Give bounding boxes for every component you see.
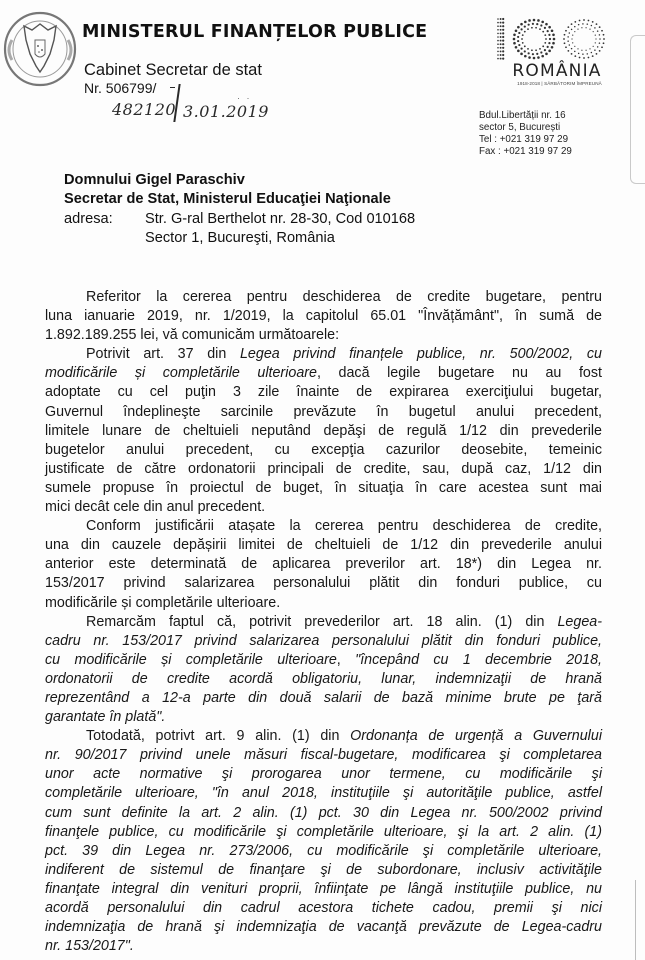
logo-dot: [500, 29, 502, 31]
logo-dot: [585, 50, 586, 51]
logo-dot: [517, 26, 520, 29]
logo-dot: [581, 50, 582, 51]
romania-centenary-logo-icon: [494, 15, 618, 65]
body-line: mici decât cele din anul precedent.: [45, 499, 266, 516]
body-line: cu modificările și completările ulterioare, "începând cu 1 decembrie 2018,: [45, 651, 602, 668]
logo-dot: [500, 22, 502, 24]
logo-dot: [563, 38, 565, 40]
logo-dot: [502, 40, 504, 42]
logo-dot: [588, 57, 590, 59]
body-line: finanţele publice, cu modificările şi completările ulterioare, şi la art. 2 alin. (1): [45, 823, 602, 840]
address-line-1: Str. G-ral Berthelot nr. 28-30, Cod 010168: [145, 211, 416, 227]
logo-dot: [513, 42, 516, 45]
logo-dot: [531, 27, 533, 29]
logo-dot: [528, 19, 531, 22]
logo-dot: [599, 38, 601, 40]
logo-dot: [520, 28, 522, 30]
logo-dot: [588, 20, 590, 22]
logo-dot: [539, 48, 541, 50]
logo-dot: [548, 34, 550, 36]
logo-dot: [572, 35, 573, 36]
logo-dot: [542, 31, 544, 33]
logo-dot: [520, 47, 522, 49]
body-line: indiferent de sistemul de finanţare şi de subordonare, inclusiv activităţile: [45, 861, 602, 878]
body-line: anterior este determinată de aplicarea preverilor art. 18*) din Legea nr.: [45, 556, 602, 573]
logo-dot: [513, 33, 516, 36]
body-paragraph: [45, 613, 602, 728]
body-line: limitele lunare de cheltuieli neputând depăşi de regulă 1/12 din prevederile: [45, 422, 602, 439]
logo-dot: [551, 46, 554, 49]
logo-dot: [569, 44, 571, 46]
logo-dot: [594, 49, 596, 51]
body-line: 153/2017 privind salarizarea personalului plătit din fonduri publice, cu: [45, 575, 602, 592]
logo-dot: [593, 46, 594, 47]
logo-dot: [574, 26, 576, 28]
logo-dot: [520, 53, 523, 56]
logo-dot: [500, 58, 502, 60]
logo-dot: [601, 46, 603, 48]
logo-dot: [497, 33, 499, 35]
body-line: garantate în plată".: [45, 709, 166, 726]
logo-dot: [579, 20, 581, 22]
logo-dot: [513, 38, 516, 41]
body-line: Guvernul îndeplineşte sarcinile prevăzute în bugetul anului precedent,: [45, 403, 602, 420]
centenary-logo-subtitle: 1918-2018 | SĂRBĂTORIM ÎMPREUNĂ: [517, 81, 602, 86]
logo-dot: [497, 18, 499, 20]
logo-dot: [500, 18, 502, 20]
logo-dot: [601, 30, 603, 32]
address-line: sector 5, București: [479, 122, 561, 133]
logo-dot: [599, 34, 601, 36]
logo-dot: [500, 50, 502, 52]
logo-dot: [574, 31, 575, 32]
logo-dot: [533, 57, 536, 60]
body-line: indemnizaţia de hrană şi indemnizaţia de vacanţă prevăzute de Legea-cadru: [45, 919, 602, 936]
logo-dot: [548, 42, 550, 44]
handwritten-date: 3.01.2019: [183, 102, 269, 121]
logo-dot: [540, 24, 542, 26]
logo-dot: [528, 24, 530, 26]
logo-dot: [571, 48, 573, 50]
ministry-address: [479, 110, 572, 158]
logo-dot: [587, 23, 589, 25]
logo-dot: [591, 52, 593, 54]
logo-dot: [500, 54, 502, 56]
logo-dot: [547, 46, 549, 48]
logo-dot: [502, 50, 504, 52]
logo-dot: [502, 36, 504, 38]
logo-dot: [541, 55, 544, 58]
logo-dot: [497, 54, 499, 56]
logo-dot: [537, 56, 540, 59]
logo-dot: [524, 31, 526, 33]
logo-dot: [577, 48, 578, 49]
logo-dot: [572, 42, 573, 43]
address-line-2: Sector 1, Bucureşti, România: [145, 230, 335, 246]
fax-line: Fax : +021 319 97 29: [479, 146, 572, 157]
logo-dot: [532, 23, 534, 25]
phone-line: Tel : +021 319 97 29: [479, 134, 569, 145]
logo-dot: [517, 40, 519, 42]
logo-dot: [542, 45, 544, 47]
logo-dot: [579, 57, 581, 59]
logo-dot: [527, 28, 529, 30]
address-line: Bdul.Libertății nr. 16: [479, 110, 566, 121]
logo-dot: [497, 22, 499, 24]
body-line: justificate de către ordonatorii principali de credite, sau, după caz, 1/12 din: [45, 460, 602, 477]
body-line: Potrivit art. 37 din Legea privind finanțele publice, nr. 500/2002, cu: [86, 346, 602, 363]
logo-dot: [544, 49, 546, 51]
recipient-title: Secretar de Stat, Ministerul Educaţiei Naţionale: [64, 191, 391, 207]
scan-specks: · ·: [237, 93, 252, 103]
logo-dot: [535, 27, 537, 29]
logo-dot: [527, 48, 529, 50]
logo-dot: [565, 30, 567, 32]
logo-dot: [571, 23, 573, 25]
logo-dot: [564, 34, 566, 36]
logo-dot: [536, 23, 538, 25]
body-line: luna ianuarie 2019, nr. 1/2019, la capitolul 65.01 "Învățământ", în sumă de: [45, 308, 602, 325]
body-paragraph: [45, 345, 602, 517]
logo-dot: [524, 55, 527, 58]
logo-dot: [502, 25, 504, 27]
logo-dot: [535, 49, 537, 51]
logo-dot: [545, 23, 548, 26]
body-line: Conform justificării atașate la cererea pentru deschiderea de credite,: [86, 518, 602, 535]
logo-dot: [497, 40, 499, 42]
logo-dot: [497, 47, 499, 49]
logo-dot: [524, 21, 527, 24]
body-line: 1.892.189.255 lei, vă comunicăm următoarele:: [45, 327, 340, 344]
centenary-logo-title: ROMÂNIA: [512, 61, 602, 81]
logo-dot: [528, 52, 530, 54]
logo-dot: [521, 38, 523, 40]
logo-dot: [594, 27, 596, 29]
body-line: unor acte normative şi prorogarea unor termene, cu modificările şi: [45, 766, 602, 783]
logo-dot: [548, 50, 551, 53]
logo-dot: [574, 21, 576, 23]
logo-dot: [548, 26, 551, 29]
body-line: ordonatorii de credite acordă obligatoriu, lunar, indemnizaţii de hrană: [45, 670, 602, 687]
body-paragraph: [45, 727, 602, 956]
letter-body: [45, 288, 602, 956]
logo-dot: [585, 27, 586, 28]
logo-dot: [497, 51, 499, 53]
logo-dot: [595, 35, 596, 36]
logo-dot: [565, 46, 567, 48]
logo-dot: [577, 29, 578, 30]
logo-dot: [520, 23, 523, 26]
logo-dot: [589, 29, 590, 30]
body-line: Totodată, potrivt art. 9 alin. (1) din Ordonanța de urgență a Guvernului: [86, 728, 602, 745]
logo-dot: [524, 25, 526, 27]
body-line: sumele propuse în proiectul de buget, în situaţia în care acestea sunt mai: [45, 479, 602, 496]
body-line: reprezentând a 12-a parte din două salarii de bază minime brute pe ţară: [45, 689, 602, 706]
logo-dot: [571, 53, 573, 55]
handwritten-number: 482120: [112, 100, 177, 119]
logo-dot: [592, 55, 594, 57]
logo-dot: [571, 29, 573, 31]
logo-dot: [583, 19, 585, 21]
logo-dot: [574, 46, 575, 47]
logo-dot: [603, 34, 605, 36]
body-paragraph: [45, 288, 602, 345]
logo-dot: [581, 27, 582, 28]
logo-dot: [567, 36, 569, 38]
logo-dot: [599, 26, 601, 28]
logo-dot: [593, 31, 594, 32]
logo-dot: [574, 51, 576, 53]
logo-dot: [497, 43, 499, 45]
logo-dot: [599, 42, 601, 44]
logo-dot: [533, 19, 536, 22]
logo-dot: [532, 53, 534, 55]
registration-number: Nr. 506799/: [84, 80, 157, 96]
logo-dot: [500, 43, 502, 45]
logo-dot: [567, 26, 569, 28]
body-line: Referitor la cererea pentru deschiderea de credite bugetare, pentru: [86, 289, 602, 305]
body-line: finanţate integral din venituri proprii, înfiinţate pe lângă instituţiile publice, nu: [45, 880, 602, 897]
logo-dot: [547, 30, 549, 32]
logo-dot: [551, 29, 554, 32]
logo-dot: [583, 57, 585, 59]
logo-dot: [517, 36, 519, 38]
logo-dot: [500, 25, 502, 27]
logo-dot: [569, 32, 571, 34]
body-line: Remarcăm faptul că, potrivit prevederilor art. 18 alin. (1) din Legea-: [86, 613, 602, 630]
logo-dot: [497, 36, 499, 38]
logo-dot: [515, 29, 518, 32]
logo-dot: [497, 58, 499, 60]
logo-dot: [515, 46, 518, 49]
logo-dot: [552, 33, 555, 36]
logo-dot: [545, 38, 547, 40]
logo-dot: [502, 29, 504, 31]
body-line: completările ulterioare, "în anul 2018, instituţiile şi autorităţile publice, astfel: [45, 785, 602, 802]
address-label: adresa:: [64, 211, 113, 227]
logo-dot: [502, 47, 504, 49]
logo-dot: [589, 48, 590, 49]
body-line: nr. 90/2017 privind unele măsuri fiscal-bugetare, modificarea şi completarea: [45, 747, 602, 764]
handwritten-mark: [170, 87, 175, 88]
logo-dot: [497, 25, 499, 27]
logo-dot: [582, 53, 584, 55]
logo-dot: [531, 49, 533, 51]
logo-dot: [502, 54, 504, 56]
logo-dot: [544, 42, 546, 44]
logo-dot: [522, 42, 524, 44]
logo-dot: [500, 47, 502, 49]
scan-edge-artifact: [630, 35, 645, 184]
body-paragraph: [45, 517, 602, 612]
logo-dot: [544, 34, 546, 36]
logo-dot: [518, 44, 520, 46]
logo-dot: [541, 21, 544, 24]
logo-dot: [528, 56, 531, 59]
logo-dot: [540, 51, 542, 53]
recipient-address: [64, 211, 415, 227]
logo-dot: [502, 43, 504, 45]
logo-dot: [544, 27, 546, 29]
logo-dot: [595, 42, 596, 43]
cabinet-name: Cabinet Secretar de stat: [84, 61, 262, 79]
logo-dot: [582, 23, 584, 25]
body-line: modificările și completările ulterioare.: [45, 594, 281, 611]
logo-dot: [603, 38, 605, 40]
logo-dot: [500, 36, 502, 38]
logo-dot: [587, 53, 589, 55]
recipient-name: Domnului Gigel Paraschiv: [64, 172, 245, 188]
logo-dot: [502, 18, 504, 20]
logo-dot: [517, 50, 520, 53]
logo-dot: [599, 50, 601, 52]
logo-dot: [500, 40, 502, 42]
logo-dot: [537, 19, 540, 22]
body-line: acordă personalului din cadrul acestora tichete cadou, premii şi nici: [45, 900, 602, 916]
logo-dot: [539, 28, 541, 30]
logo-dot: [518, 32, 520, 34]
logo-dot: [578, 53, 580, 55]
logo-dot: [536, 53, 538, 55]
body-line: modificările și completările ulterioare, dacă legile bugetare nu au fost: [45, 365, 602, 382]
logo-dot: [595, 38, 596, 39]
logo-dot: [567, 50, 569, 52]
logo-dot: [567, 40, 569, 42]
logo-dot: [497, 29, 499, 31]
body-line: cadru nr. 153/2017 privind salarizarea personalului plătit din fonduri publice,: [45, 632, 602, 649]
coat-of-arms-icon: [2, 10, 78, 88]
logo-dot: [597, 30, 599, 32]
logo-dot: [549, 38, 551, 40]
logo-dot: [578, 24, 580, 26]
logo-dot: [571, 38, 572, 39]
logo-dot: [552, 42, 555, 45]
logo-dot: [500, 32, 502, 34]
logo-dot: [545, 53, 548, 56]
logo-dot: [524, 50, 526, 52]
logo-dot: [564, 42, 566, 44]
logo-dot: [502, 32, 504, 34]
body-line: cum sunt definite la art. 2 alin. (1) pct. 30 din Legea nr. 500/2002 privind: [45, 804, 602, 821]
body-line: una din cauzele depășirii limitei de cheltuieli de 1/12 din prevederile anului: [45, 537, 602, 554]
logo-dot: [596, 53, 598, 55]
logo-dot: [596, 23, 598, 25]
logo-dot: [524, 45, 526, 47]
body-line: adoptate cu cel puţin 3 zile înainte de expirarea exerciţiului bugetar,: [45, 384, 602, 401]
logo-dot: [603, 42, 605, 44]
ministry-name: MINISTERUL FINANȚELOR PUBLICE: [82, 22, 428, 42]
logo-dot: [592, 21, 594, 23]
logo-dot: [522, 34, 524, 36]
logo-dot: [553, 38, 556, 41]
logo-dot: [597, 46, 599, 48]
body-line: pct. 39 din Legea nr. 273/2006, cu modificările şi completările ulterioare,: [45, 842, 602, 859]
logo-dot: [502, 22, 504, 24]
body-line: nr. 153/2017".: [45, 938, 134, 955]
logo-dot: [574, 55, 576, 57]
body-line: bugetelor anului precedent, cu excepţia cazurilor deosebite, temeinic: [45, 441, 602, 458]
scan-edge-line: [635, 880, 636, 960]
logo-dot: [591, 25, 593, 27]
logo-dot: [502, 58, 504, 60]
